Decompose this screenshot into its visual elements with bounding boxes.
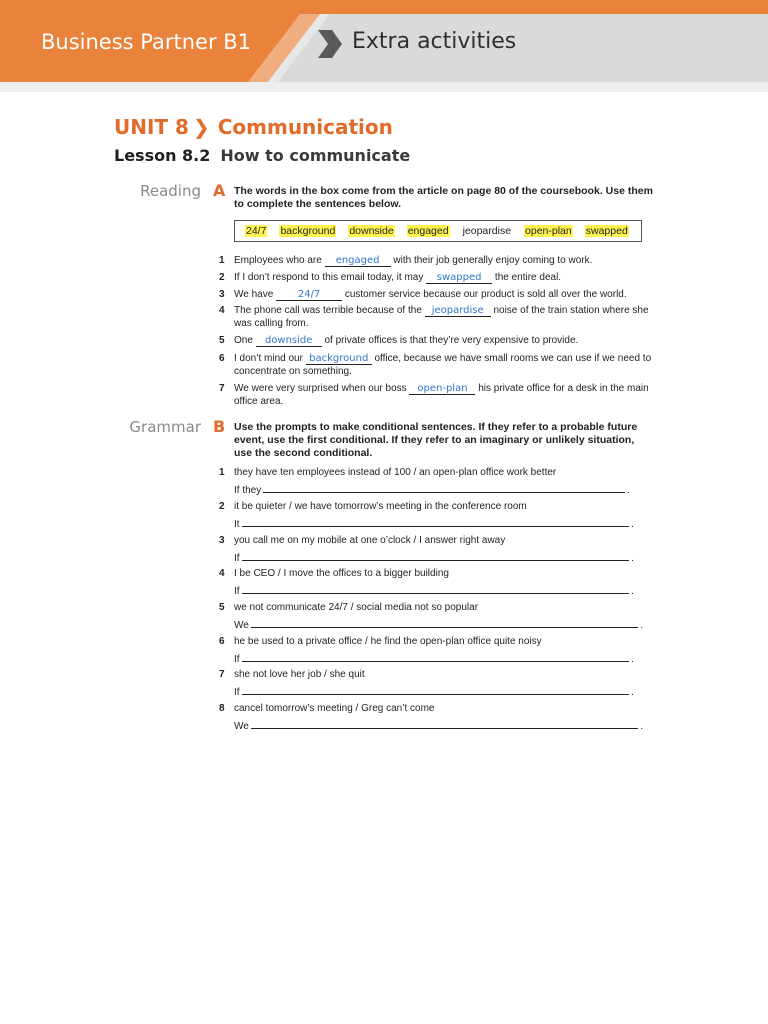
word-box-item: 24/7 [246, 225, 267, 237]
page-header [0, 0, 768, 92]
answer-blank[interactable]: downside [256, 335, 322, 347]
item-number: 1 [219, 467, 225, 478]
item-number: 3 [219, 535, 225, 546]
reading-instruction: The words in the box come from the article on page 80 of the coursebook. Use them to complete the sentences below. [234, 185, 653, 210]
word-box-item: swapped [585, 225, 628, 237]
lesson-label: Lesson 8.2 [114, 146, 211, 165]
end-mark: . [640, 620, 644, 631]
answer-line [234, 617, 643, 632]
item-text-after: noise of the train station where she was calling from. [234, 305, 649, 329]
grammar-prompt: she not love her job / she quit [234, 669, 365, 680]
answer-blank[interactable] [251, 617, 639, 628]
end-mark: . [631, 654, 634, 665]
grammar-label: Grammar [129, 418, 201, 436]
item-text-after: the entire deal. [492, 272, 562, 283]
chevron-right-icon: ❯ [192, 115, 210, 139]
item-text-after: with their job generally enjoy coming to work. [390, 255, 593, 266]
answer-line [234, 718, 643, 733]
reading-label: Reading [140, 182, 201, 200]
end-mark: . [631, 586, 634, 597]
item-text [234, 382, 664, 408]
item-number: 7 [219, 669, 225, 680]
item-text [234, 254, 664, 267]
answer-blank[interactable]: background [306, 353, 372, 365]
item-number: 2 [219, 501, 225, 512]
grammar-letter: B [213, 417, 226, 436]
item-number: 4 [219, 568, 225, 579]
end-mark: . [631, 519, 634, 530]
answer-start: If they [234, 485, 262, 496]
section-title: Extra activities [352, 29, 517, 54]
word-box-item: background [280, 225, 336, 237]
grammar-prompt: they have ten employees instead of 100 / an open-plan office work better [234, 467, 557, 478]
answer-line [234, 516, 634, 531]
item-text-before: If I don’t respond to this email today, it may [234, 272, 427, 283]
answer-start: We [234, 620, 249, 631]
item-number: 3 [219, 289, 225, 300]
unit-title: Communication [217, 115, 393, 139]
answer-start: If [234, 687, 240, 698]
answer-blank[interactable] [242, 550, 630, 561]
item-text [234, 271, 664, 284]
item-number: 7 [219, 383, 225, 394]
item-text-after: of private offices is that they’re very expensive to provide. [321, 335, 579, 346]
answer-start: It [234, 519, 240, 530]
answer-line [234, 583, 634, 598]
item-text [234, 288, 664, 301]
answer-line [234, 684, 634, 699]
answer-blank[interactable] [263, 482, 625, 493]
item-text-before: We were very surprised when our boss [234, 383, 410, 394]
answer-blank[interactable] [242, 516, 630, 527]
answer-line [234, 550, 634, 565]
answer-blank[interactable] [242, 684, 630, 695]
brand-title: Business Partner B1 [41, 30, 252, 54]
word-box-item: jeopardise [462, 225, 512, 237]
answer-blank[interactable]: open-plan [409, 383, 475, 395]
item-number: 2 [219, 272, 225, 283]
grammar-instruction: Use the prompts to make conditional sentences. If they refer to a probable future event, use the first conditional. If they refer to an imaginary or unlikely situation, use the second conditional. [234, 421, 638, 459]
item-text [234, 334, 664, 347]
grammar-prompt: I be CEO / I move the offices to a bigger building [234, 568, 449, 579]
item-text-before: One [234, 335, 256, 346]
reading-letter: A [213, 181, 226, 200]
grammar-prompt: it be quieter / we have tomorrow’s meeting in the conference room [234, 501, 527, 512]
item-text-after: his private office for a desk in the main office area. [234, 383, 649, 407]
unit-heading [114, 115, 393, 139]
item-number: 5 [219, 335, 225, 346]
word-box [234, 220, 642, 242]
item-number: 5 [219, 602, 225, 613]
item-text [234, 352, 664, 378]
grammar-prompt: you call me on my mobile at one o’clock / I answer right away [234, 535, 506, 546]
item-number: 8 [219, 703, 225, 714]
end-mark: . [640, 721, 644, 732]
answer-blank[interactable]: swapped [426, 272, 492, 284]
item-text [234, 304, 664, 330]
item-number: 6 [219, 636, 225, 647]
item-text-before: We have [234, 289, 277, 300]
answer-blank[interactable]: jeopardise [425, 305, 491, 317]
item-text-before: I don’t mind our [234, 353, 306, 364]
grammar-prompt: he be used to a private office / he find the open-plan office quite noisy [234, 636, 542, 647]
item-number: 1 [219, 255, 225, 266]
item-text-before: Employees who are [234, 255, 325, 266]
answer-blank[interactable] [251, 718, 639, 729]
item-text-after: customer service because our product is sold all over the world. [342, 289, 627, 300]
word-box-item: open-plan [525, 225, 572, 237]
answer-blank[interactable] [242, 651, 630, 662]
end-mark: . [631, 687, 634, 698]
grammar-prompt: we not communicate 24/7 / social media not so popular [234, 602, 479, 613]
answer-start: If [234, 654, 240, 665]
lesson-title: How to communicate [220, 146, 411, 165]
answer-start: If [234, 553, 240, 564]
grammar-prompt: cancel tomorrow’s meeting / Greg can’t come [234, 703, 435, 714]
answer-blank[interactable]: 24/7 [276, 289, 342, 301]
answer-line [234, 651, 634, 666]
end-mark: . [631, 553, 634, 564]
answer-blank[interactable] [242, 583, 630, 594]
answer-start: We [234, 721, 249, 732]
item-number: 4 [219, 305, 225, 316]
answer-blank[interactable]: engaged [325, 255, 391, 267]
end-mark: . [626, 485, 630, 496]
word-box-item: downside [349, 225, 394, 237]
item-text-after: office, because we have small rooms we can use if we need to concentrate on something. [234, 353, 652, 377]
word-box-item: engaged [407, 225, 449, 237]
answer-line [234, 482, 630, 497]
answer-start: If [234, 586, 240, 597]
unit-label: UNIT 8 [114, 115, 189, 139]
item-number: 6 [219, 353, 225, 364]
item-text-before: The phone call was terrible because of the [234, 305, 425, 316]
lesson-heading [114, 146, 410, 165]
